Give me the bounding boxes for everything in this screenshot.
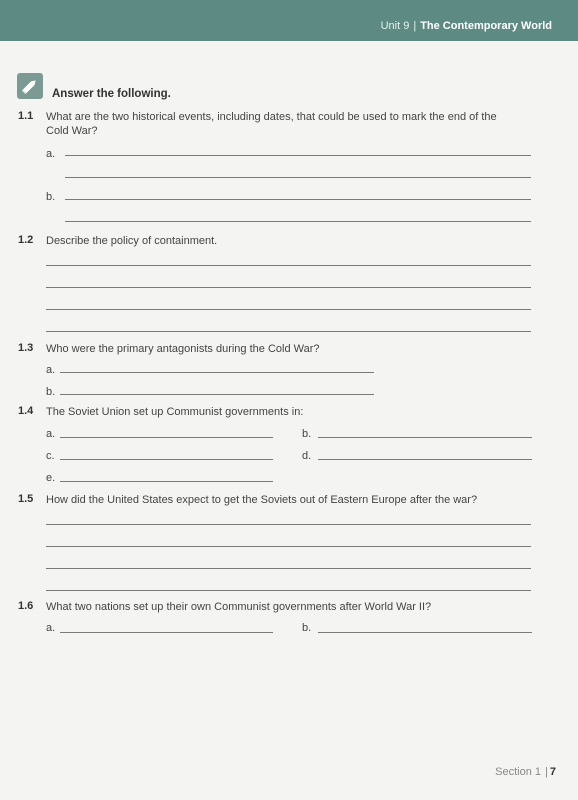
header-separator: |	[413, 20, 417, 32]
answer-line[interactable]	[60, 481, 273, 482]
answer-line[interactable]	[65, 177, 531, 178]
answer-line[interactable]	[318, 632, 532, 633]
answer-line[interactable]	[65, 199, 531, 200]
answer-label: a.	[46, 428, 56, 440]
answer-label: a.	[46, 622, 56, 634]
answer-line[interactable]	[60, 372, 374, 373]
answer-line[interactable]	[46, 265, 531, 266]
question-text: The Soviet Union set up Communist governments in:	[46, 406, 304, 418]
section-label: Section 1	[495, 766, 542, 778]
answer-line[interactable]	[46, 546, 531, 547]
answer-line[interactable]	[60, 437, 273, 438]
question-number: 1.5	[18, 493, 34, 505]
answer-line[interactable]	[46, 590, 531, 591]
question-text: What are the two historical events, including dates, that could be used to mark the end of the Cold War?	[46, 111, 497, 137]
question-text: What two nations set up their own Communist governments after World War II?	[46, 601, 432, 613]
question-number: 1.4	[18, 405, 34, 417]
answer-line[interactable]	[60, 394, 374, 395]
header-text	[381, 20, 552, 32]
question-number: 1.6	[18, 600, 34, 612]
question-text: Who were the primary antagonists during the Cold War?	[46, 343, 320, 355]
answer-line[interactable]	[46, 309, 531, 310]
answer-line[interactable]	[46, 524, 531, 525]
answer-line[interactable]	[46, 568, 531, 569]
unit-label: Unit 9	[380, 20, 410, 32]
question-text: How did the United States expect to get the Soviets out of Eastern Europe after the war?	[46, 494, 478, 506]
answer-label: b.	[46, 191, 56, 203]
answer-label: a.	[46, 148, 56, 160]
pencil-icon	[17, 73, 43, 99]
page-header	[0, 0, 578, 41]
answer-label: c.	[46, 450, 55, 462]
answer-label: b.	[302, 622, 312, 634]
answer-line[interactable]	[60, 632, 273, 633]
answer-label: b.	[302, 428, 312, 440]
answer-line[interactable]	[318, 459, 532, 460]
question-number: 1.3	[18, 342, 34, 354]
answer-line[interactable]	[318, 437, 532, 438]
question-number: 1.1	[18, 110, 34, 122]
answer-line[interactable]	[46, 287, 531, 288]
instruction-heading: Answer the following.	[52, 88, 171, 100]
answer-label: e.	[46, 472, 56, 484]
page-number: 7	[549, 766, 556, 778]
question-number: 1.2	[18, 234, 34, 246]
question-text: Describe the policy of containment.	[46, 235, 218, 247]
page-footer	[495, 766, 556, 778]
footer-separator: |	[545, 766, 548, 778]
answer-line[interactable]	[65, 221, 531, 222]
answer-label: a.	[46, 364, 56, 376]
unit-title: The Contemporary World	[420, 20, 552, 32]
answer-label: d.	[302, 450, 312, 462]
answer-line[interactable]	[65, 155, 531, 156]
answer-line[interactable]	[46, 331, 531, 332]
answer-line[interactable]	[60, 459, 273, 460]
answer-label: b.	[46, 386, 56, 398]
